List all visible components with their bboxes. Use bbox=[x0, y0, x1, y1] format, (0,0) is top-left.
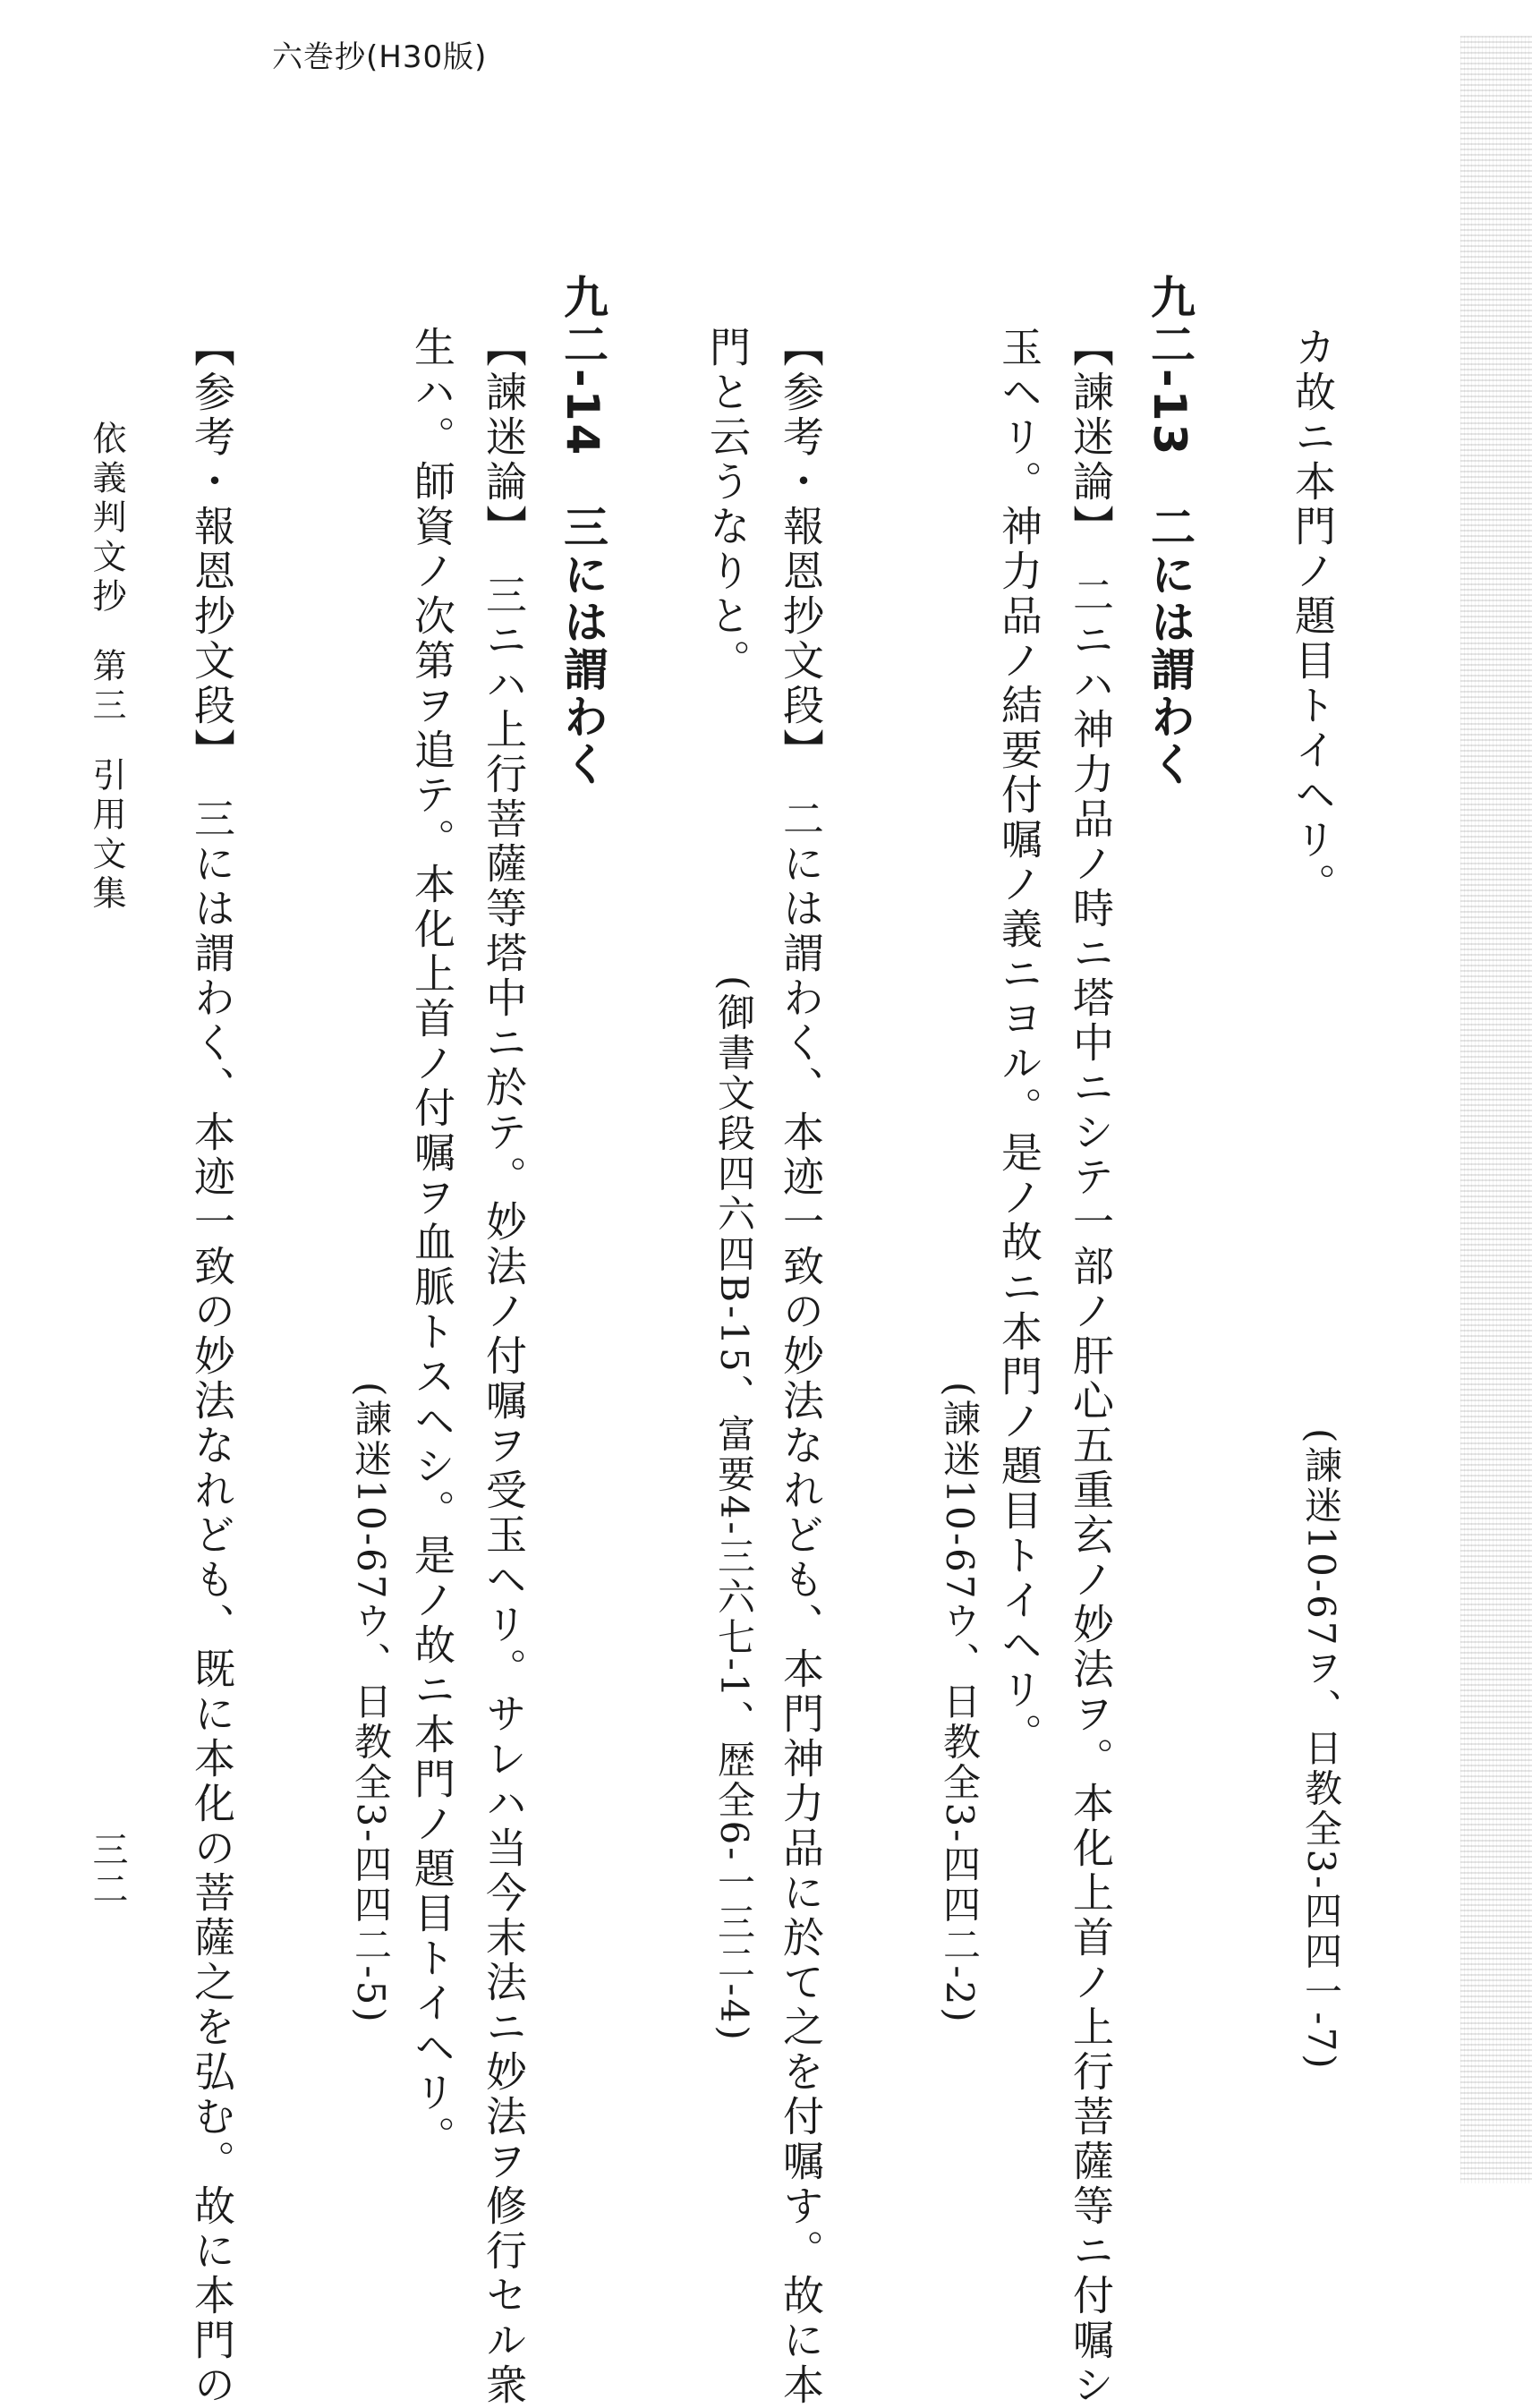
section-heading bbox=[557, 274, 609, 789]
text-column: 【参考・報恩抄文段】 三には謂わく、本迹一致の妙法なれども、既に本化の菩薩之を弘む。故に本門の bbox=[188, 326, 236, 2408]
footer-book: 依義判文抄 bbox=[87, 421, 126, 617]
text-column: 【参考・報恩抄文段】 二には謂わく、本迹一致の妙法なれども、本門神力品に於て之を付嘱す。故に本 bbox=[777, 326, 825, 2408]
text-column: カ故ニ本門ノ題目トイヘリ。 bbox=[1289, 326, 1337, 907]
citation: (御書文段四六四B-15、富要4-三六七-1、歴全6-一三二-4) bbox=[712, 975, 756, 2043]
citation: (諫迷10-67ウ、日教全3-四四二-2) bbox=[938, 1382, 982, 2025]
text-column: 【諫迷論】 三ニハ上行菩薩等塔中ニ於テ。妙法ノ付嘱ヲ受玉ヘリ。サレハ当今末法ニ妙法ヲ修行セル衆 bbox=[480, 326, 528, 2408]
text-column: 【諫迷論】 二ニハ神力品ノ時ニ塔中ニシテ一部ノ肝心五重玄ノ妙法ヲ。本化上首ノ上行菩薩等ニ付嘱シ bbox=[1067, 326, 1115, 2408]
section-number: 九二-14 bbox=[557, 274, 609, 458]
scan-edge-shading bbox=[1460, 36, 1532, 2183]
page-number: 三二 bbox=[87, 1831, 128, 1910]
citation: (諫迷10-67ヲ、日教全3-四四一-7) bbox=[1299, 1428, 1343, 2072]
citation: (諫迷10-67ウ、日教全3-四四二-5) bbox=[349, 1382, 393, 2025]
footer-section: 引用文集 bbox=[87, 757, 126, 915]
text-column: 生ハ。師資ノ次第ヲ追テ。本化上首ノ付嘱ヲ血脈トスヘシ。是ノ故ニ本門ノ題目トイヘリ。 bbox=[408, 326, 456, 2160]
section-title: 二には謂わく bbox=[1144, 504, 1196, 789]
text-column: 玉ヘリ。神力品ノ結要付嘱ノ義ニヨル。是ノ故ニ本門ノ題目トイヘリ。 bbox=[995, 326, 1043, 1757]
running-header: 六巻抄(H30版) bbox=[272, 39, 488, 75]
running-footer bbox=[82, 421, 132, 945]
footer-part: 第三 bbox=[87, 648, 126, 727]
text-column: 門と云うなりと。 bbox=[703, 326, 752, 684]
section-number: 九二-13 bbox=[1144, 274, 1196, 458]
section-title: 三には謂わく bbox=[557, 504, 609, 789]
section-heading bbox=[1144, 274, 1196, 789]
